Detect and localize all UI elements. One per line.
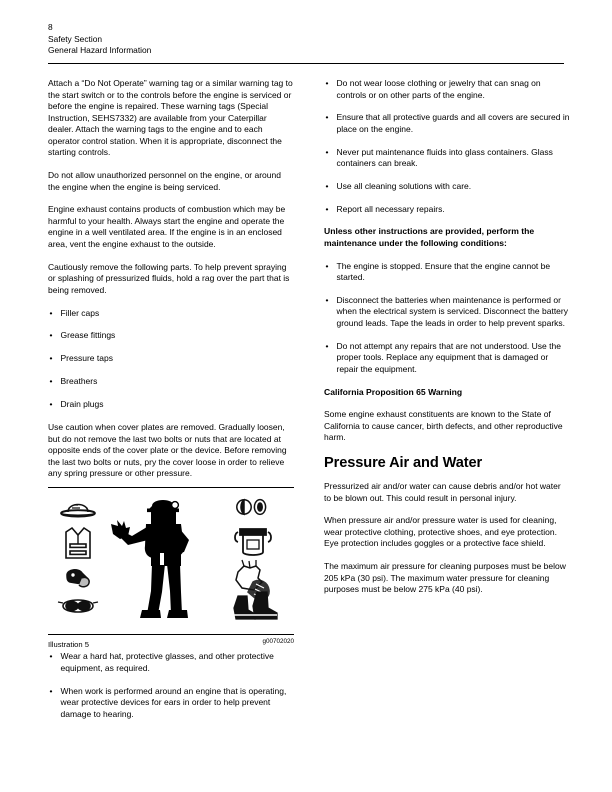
- list-item: [48, 330, 294, 342]
- list-item-label: Do not wear loose clothing or jewelry that can snag on controls or on other parts of the engine.: [336, 78, 541, 100]
- bullet-icon: •: [325, 78, 329, 88]
- safety-goggles-icon: [58, 600, 98, 612]
- list-item: [324, 261, 570, 284]
- list-item-label: Use all cleaning solutions with care.: [336, 180, 472, 191]
- left-column: [48, 78, 294, 732]
- maintenance-conditions-lead: Unless other instructions are provided, perform the maintenance under the following conditions:: [324, 226, 535, 248]
- page-title: Pressure Air and Water: [324, 455, 483, 472]
- bullet-icon: •: [325, 146, 329, 157]
- bullet-icon: •: [325, 340, 329, 351]
- list-item: [48, 376, 294, 388]
- paragraph-engine-exhaust: Engine exhaust contains products of combustion which may be harmful to your health. Always start the engine and operate the engine in a well ventilated area. If the engine is in an enclosed area, vent the engine exhaust to the outside.: [48, 204, 286, 249]
- ppe-illustration: [48, 496, 294, 628]
- list-item: [324, 181, 570, 193]
- paragraph-unauthorized-personnel: Do not allow unauthorized personnel on the engine, or around the engine when the engine is being serviced.: [48, 170, 281, 192]
- list-item-label: Filler caps: [60, 307, 100, 318]
- bullet-icon: •: [325, 180, 329, 191]
- page-number: 8: [48, 22, 53, 32]
- safety-boots-icon: [234, 592, 277, 619]
- topic-name: General Hazard Information: [48, 45, 152, 56]
- bullet-icon: •: [49, 651, 53, 662]
- list-item: [48, 353, 294, 365]
- list-item-label: Breathers: [60, 376, 98, 387]
- bullet-icon: •: [49, 685, 53, 696]
- list-item-label: Do not attempt any repairs that are not understood. Use the proper tools. Replace any equipment that is damaged or repair the equipment.: [336, 340, 561, 374]
- list-item-label: Disconnect the batteries when maintenance is performed or when the electrical system is serviced. Disconnect the battery ground leads. Tape the leads in order to help prevent sparks.: [336, 294, 568, 328]
- respirator-mask-icon: [67, 570, 89, 587]
- bullet-icon: •: [325, 260, 329, 271]
- prop65-heading: California Proposition 65 Warning: [324, 386, 463, 397]
- parts-list: [48, 308, 294, 411]
- list-item-label: Pressure taps: [60, 353, 113, 364]
- list-item: [324, 204, 570, 216]
- header-divider: [48, 63, 564, 64]
- list-item-label: Wear a hard hat, protective glasses, and other protective equipment, as required.: [60, 651, 274, 673]
- bullet-icon: •: [49, 376, 53, 387]
- running-head: [48, 22, 568, 57]
- right-column: [324, 78, 570, 607]
- list-item: [324, 295, 570, 330]
- bullet-icon: •: [325, 203, 329, 214]
- pressure-paragraph-3: The maximum air pressure for cleaning purposes must be below 205 kPa (30 psi). The maximum water pressure for cleaning purposes must be below 275 kPa (40 psi).: [324, 561, 566, 595]
- bullet-icon: •: [325, 112, 329, 123]
- list-item-label: Report all necessary repairs.: [336, 203, 445, 214]
- list-item-label: Ensure that all protective guards and all covers are secured in place on the engine.: [336, 112, 570, 134]
- maintenance-conditions-list: [324, 261, 570, 376]
- bullet-icon: •: [49, 353, 53, 364]
- illustration-top-divider: [48, 487, 294, 488]
- paragraph-cover-plates: Use caution when cover plates are removed. Gradually loosen, but do not remove the last two bolts or nuts that are located at opposite ends of the cover plate or the device. Before removing the last two bolts or nuts, pry the cover loose in order to relieve any spring pressure or other pressure.: [48, 422, 287, 479]
- list-item-label: Drain plugs: [60, 399, 104, 410]
- pressure-paragraph-2: When pressure air and/or pressure water is used for cleaning, wear protective clothing, protective shoes, and eye protection. Eye protection includes goggles or a protective face shield.: [324, 515, 557, 549]
- list-item: [324, 341, 570, 376]
- list-item: [324, 78, 570, 101]
- pressure-paragraph-1: Pressurized air and/or water can cause debris and/or hot water to be blown out. This could result in personal injury.: [324, 481, 561, 503]
- hard-hat-icon: [61, 504, 95, 516]
- paragraph-warning-tag: Attach a “Do Not Operate” warning tag or a similar warning tag to the start switch or to the controls before the engine is serviced or before the engine is repaired. These warning tags (Special Instruction, SEHS7332) are available from your Caterpillar dealer. Attach the warning tags to the engine and to each operator control station. When it is appropriate, disconnect the starting controls.: [48, 78, 293, 158]
- list-item: [48, 686, 294, 721]
- bullet-icon: •: [49, 399, 53, 410]
- list-item-label: Never put maintenance fluids into glass containers. Glass containers can break.: [336, 146, 553, 169]
- list-item: [48, 651, 294, 674]
- ppe-bullet-list: [48, 651, 294, 720]
- face-shield-icon: [235, 529, 271, 555]
- list-item: [324, 112, 570, 135]
- worker-silhouette-icon: [111, 500, 189, 618]
- ear-plugs-icon: [237, 500, 266, 515]
- bullet-icon: •: [49, 330, 53, 341]
- general-safety-list: [324, 78, 570, 215]
- illustration-caption-row: [48, 638, 294, 651]
- list-item-label: The engine is stopped. Ensure that the engine cannot be started.: [336, 260, 551, 283]
- safety-vest-icon: [66, 528, 90, 558]
- section-name: Safety Section: [48, 33, 103, 44]
- illustration-bottom-divider: [48, 634, 294, 635]
- prop65-paragraph: Some engine exhaust constituents are known to the State of California to cause cancer, birth defects, and other reproductive harm.: [324, 409, 563, 443]
- bullet-icon: •: [325, 294, 329, 305]
- list-item-label: Grease fittings: [60, 330, 116, 341]
- list-item: [48, 399, 294, 411]
- bullet-icon: •: [49, 307, 53, 318]
- paragraph-cautious-removal: Cautiously remove the following parts. To help prevent spraying or splashing of pressurized fluids, hold a rag over the part that is being removed.: [48, 261, 290, 295]
- illustration-caption: Illustration 5: [48, 640, 89, 650]
- list-item: [48, 308, 294, 320]
- list-item-label: When work is performed around an engine that is operating, wear protective devices for ears in order to help prevent damage to hearing.: [60, 685, 287, 719]
- illustration-figure-id: g00702020: [262, 638, 294, 646]
- list-item: [324, 147, 570, 170]
